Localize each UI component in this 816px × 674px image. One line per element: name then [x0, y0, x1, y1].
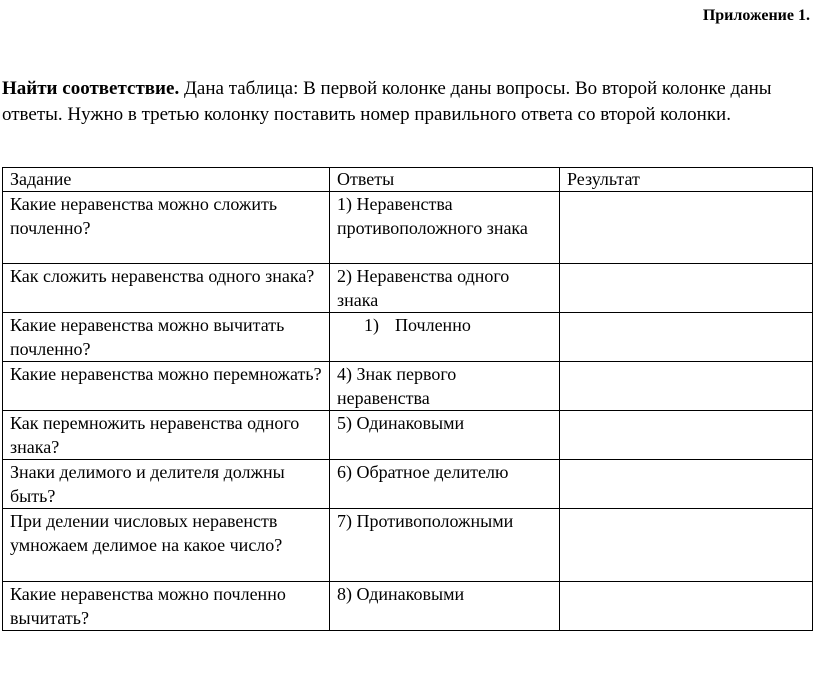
- answer-cell: 7) Противоположными: [330, 509, 560, 582]
- header-result: Результат: [560, 168, 813, 192]
- answer-cell: 1) Неравенства противоположного знака: [330, 192, 560, 264]
- task-cell: Какие неравенства можно сложить почленно?: [3, 192, 330, 264]
- task-cell: Какие неравенства можно перемножать?: [3, 362, 330, 411]
- header-answers: Ответы: [330, 168, 560, 192]
- result-cell[interactable]: [560, 411, 813, 460]
- task-cell: Как перемножить неравенства одного знака?: [3, 411, 330, 460]
- task-cell: Знаки делимого и делителя должны быть?: [3, 460, 330, 509]
- header-task: Задание: [3, 168, 330, 192]
- result-cell[interactable]: [560, 509, 813, 582]
- answer-cell: [330, 313, 560, 362]
- task-cell: Какие неравенства можно вычитать почленно?: [3, 313, 330, 362]
- table-row: [3, 264, 813, 313]
- answer-cell: 4) Знак первого неравенства: [330, 362, 560, 411]
- table-row: [3, 582, 813, 631]
- table-row: [3, 192, 813, 264]
- task-instructions: [2, 76, 810, 127]
- table-row: [3, 313, 813, 362]
- table-header-row: [3, 168, 813, 192]
- task-title: Найти соответствие.: [2, 78, 180, 99]
- result-cell[interactable]: [560, 362, 813, 411]
- answer-cell: 8) Одинаковыми: [330, 582, 560, 631]
- result-cell[interactable]: [560, 264, 813, 313]
- answer-cell: 5) Одинаковыми: [330, 411, 560, 460]
- result-cell[interactable]: [560, 313, 813, 362]
- table-row: [3, 460, 813, 509]
- task-description: Дана таблица: В первой колонке даны вопросы. Во второй колонке даны ответы. Нужно в третью колонку поставить номер правильного ответа со второй колонки.: [2, 78, 772, 125]
- result-cell[interactable]: [560, 582, 813, 631]
- answer-number: 1): [364, 315, 379, 335]
- task-cell: Как сложить неравенства одного знака?: [3, 264, 330, 313]
- matching-table: [2, 167, 813, 631]
- table-row: [3, 509, 813, 582]
- result-cell[interactable]: [560, 192, 813, 264]
- table-row: [3, 411, 813, 460]
- answer-text: Почленно: [395, 315, 471, 335]
- answer-cell: 6) Обратное делителю: [330, 460, 560, 509]
- table-row: [3, 362, 813, 411]
- task-cell: При делении числовых неравенств умножаем делимое на какое число?: [3, 509, 330, 582]
- result-cell[interactable]: [560, 460, 813, 509]
- appendix-label: Приложение 1.: [702, 7, 810, 24]
- task-cell: Какие неравенства можно почленно вычитать?: [3, 582, 330, 631]
- answer-cell: 2) Неравенства одного знака: [330, 264, 560, 313]
